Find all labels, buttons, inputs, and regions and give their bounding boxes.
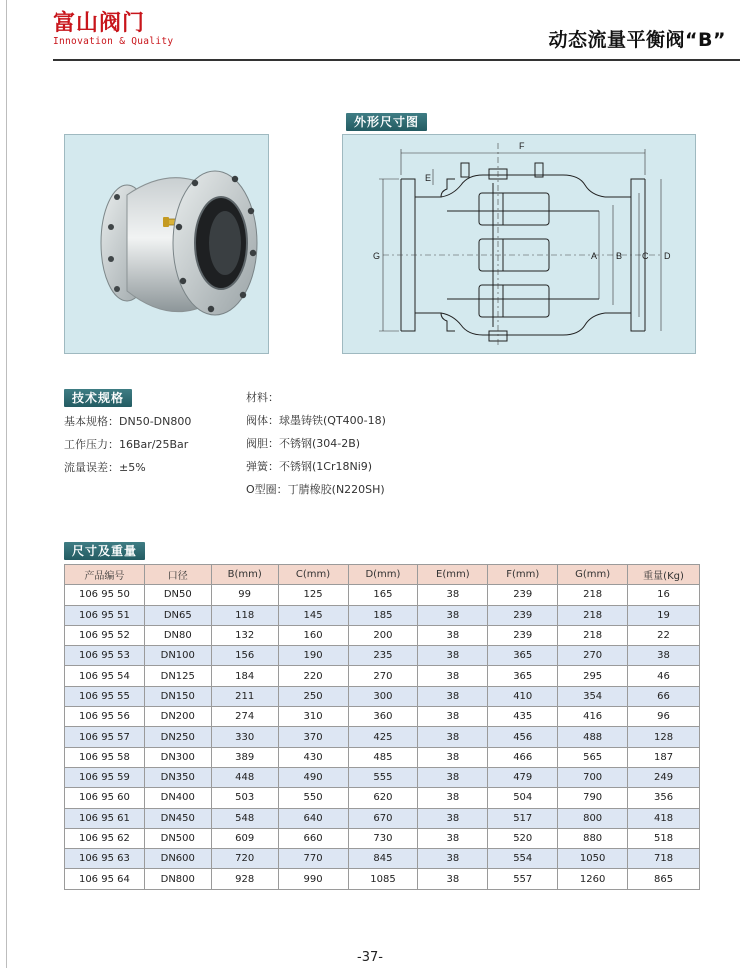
table-cell: 235 (348, 646, 418, 666)
table-cell: 156 (211, 646, 278, 666)
table-cell: 928 (211, 869, 278, 889)
table-cell: 880 (558, 828, 628, 848)
table-cell: 218 (558, 625, 628, 645)
table-cell: 770 (278, 849, 348, 869)
table-cell: 38 (418, 767, 488, 787)
table-cell: 38 (418, 788, 488, 808)
table-cell: 435 (488, 707, 558, 727)
table-cell: 22 (628, 625, 700, 645)
table-cell: DN500 (144, 828, 211, 848)
table-cell: 360 (348, 707, 418, 727)
table-cell: 300 (348, 686, 418, 706)
spec-material-title: 材料： (246, 391, 279, 404)
table-row (65, 788, 700, 808)
page-title: 动态流量平衡阀“B” (548, 29, 726, 51)
table-cell: 274 (211, 707, 278, 727)
table-cell: 270 (348, 666, 418, 686)
table-cell: DN250 (144, 727, 211, 747)
table-row (65, 869, 700, 889)
header-d: D(mm) (348, 565, 418, 585)
product-photo (64, 134, 269, 354)
table-cell: 485 (348, 747, 418, 767)
header-bore: 口径 (144, 565, 211, 585)
table-cell: 865 (628, 869, 700, 889)
table-row (65, 646, 700, 666)
table-cell: 38 (418, 828, 488, 848)
table-cell: 425 (348, 727, 418, 747)
table-cell: DN450 (144, 808, 211, 828)
table-cell: 106 95 58 (65, 747, 145, 767)
table-cell: 249 (628, 767, 700, 787)
table-cell: 555 (348, 767, 418, 787)
spec-material-spring: 弹簧：不锈钢(1Cr18Ni9) (246, 460, 373, 473)
table-cell: 490 (278, 767, 348, 787)
table-cell: 118 (211, 605, 278, 625)
table-row (65, 605, 700, 625)
dim-label-d: D (664, 251, 671, 261)
section-tag-dimension-drawing: 外形尺寸图 (346, 113, 427, 131)
table-cell: 660 (278, 828, 348, 848)
table-cell: 185 (348, 605, 418, 625)
table-cell: 1260 (558, 869, 628, 889)
table-cell: 132 (211, 625, 278, 645)
table-cell: 456 (488, 727, 558, 747)
table-cell: 184 (211, 666, 278, 686)
table-cell: 96 (628, 707, 700, 727)
header-c: C(mm) (278, 565, 348, 585)
table-cell: DN300 (144, 747, 211, 767)
table-cell: 38 (418, 585, 488, 605)
table-cell: 19 (628, 605, 700, 625)
table-cell: 239 (488, 585, 558, 605)
table-cell: 106 95 51 (65, 605, 145, 625)
table-cell: 354 (558, 686, 628, 706)
table-cell: 106 95 56 (65, 707, 145, 727)
table-cell: DN350 (144, 767, 211, 787)
table-row (65, 747, 700, 767)
table-cell: 38 (628, 646, 700, 666)
table-cell: 106 95 54 (65, 666, 145, 686)
table-cell: 38 (418, 666, 488, 686)
table-cell: DN125 (144, 666, 211, 686)
table-cell: 410 (488, 686, 558, 706)
dim-label-e: E (425, 173, 432, 183)
table-cell: 38 (418, 625, 488, 645)
table-cell: DN80 (144, 625, 211, 645)
dimension-drawing-svg (343, 135, 697, 355)
spec-material-oring: O型圈：丁腈橡胶(N220SH) (246, 483, 385, 496)
table-cell: 389 (211, 747, 278, 767)
table-cell: 365 (488, 646, 558, 666)
table-cell: DN100 (144, 646, 211, 666)
dim-label-b: B (616, 251, 623, 261)
table-cell: 448 (211, 767, 278, 787)
header-e: E(mm) (418, 565, 488, 585)
table-cell: 106 95 60 (65, 788, 145, 808)
table-cell: 416 (558, 707, 628, 727)
table-cell: 38 (418, 869, 488, 889)
table-cell: 990 (278, 869, 348, 889)
table-cell: 165 (348, 585, 418, 605)
table-cell: 211 (211, 686, 278, 706)
table-cell: 106 95 62 (65, 828, 145, 848)
header-divider (53, 59, 740, 61)
table-cell: 790 (558, 788, 628, 808)
table-row (65, 727, 700, 747)
table-cell: 38 (418, 707, 488, 727)
table-row (65, 666, 700, 686)
table-cell: 66 (628, 686, 700, 706)
dimension-drawing (342, 134, 696, 354)
table-cell: 718 (628, 849, 700, 869)
table-cell: 220 (278, 666, 348, 686)
table-row (65, 828, 700, 848)
table-cell: 190 (278, 646, 348, 666)
table-cell: 160 (278, 625, 348, 645)
table-cell: 640 (278, 808, 348, 828)
header-product-code: 产品编号 (65, 565, 145, 585)
table-cell: 517 (488, 808, 558, 828)
table-cell: 550 (278, 788, 348, 808)
table-cell: 106 95 57 (65, 727, 145, 747)
table-cell: 700 (558, 767, 628, 787)
dim-label-g: G (373, 251, 381, 261)
table-cell: 218 (558, 605, 628, 625)
size-weight-table (64, 564, 700, 890)
spec-material-body: 阀体：球墨铸铁(QT400-18) (246, 414, 386, 427)
table-cell: 125 (278, 585, 348, 605)
header-weight: 重量(Kg) (628, 565, 700, 585)
table-cell: 554 (488, 849, 558, 869)
table-cell: 800 (558, 808, 628, 828)
table-cell: 200 (348, 625, 418, 645)
table-cell: 356 (628, 788, 700, 808)
table-cell: 106 95 53 (65, 646, 145, 666)
table-cell: 620 (348, 788, 418, 808)
table-cell: DN600 (144, 849, 211, 869)
table-cell: 99 (211, 585, 278, 605)
table-cell: 479 (488, 767, 558, 787)
header-f: F(mm) (488, 565, 558, 585)
table-cell: 295 (558, 666, 628, 686)
section-tag-tech-spec: 技术规格 (64, 389, 132, 407)
table-cell: DN800 (144, 869, 211, 889)
table-cell: 106 95 52 (65, 625, 145, 645)
table-row (65, 808, 700, 828)
page-left-rule (6, 0, 7, 968)
dim-label-a: A (591, 251, 598, 261)
table-cell: 218 (558, 585, 628, 605)
table-cell: 370 (278, 727, 348, 747)
table-header-row (65, 565, 700, 585)
table-cell: 670 (348, 808, 418, 828)
table-row (65, 686, 700, 706)
table-row (65, 767, 700, 787)
table-cell: DN400 (144, 788, 211, 808)
spec-basic-size: 基本规格：DN50-DN800 (64, 415, 192, 428)
brand-name-cn: 富山阀门 (53, 10, 146, 36)
spec-basic-list (64, 413, 191, 482)
table-cell: 16 (628, 585, 700, 605)
table-cell: 488 (558, 727, 628, 747)
header-g: G(mm) (558, 565, 628, 585)
table-cell: 548 (211, 808, 278, 828)
spec-material-list (246, 389, 386, 504)
table-cell: DN50 (144, 585, 211, 605)
table-cell: 38 (418, 747, 488, 767)
table-cell: 1050 (558, 849, 628, 869)
spec-material-core: 阀胆：不锈钢(304-2B) (246, 437, 361, 450)
table-cell: 38 (418, 686, 488, 706)
table-row (65, 625, 700, 645)
table-cell: 609 (211, 828, 278, 848)
table-cell: 46 (628, 666, 700, 686)
table-cell: 418 (628, 808, 700, 828)
table-cell: 565 (558, 747, 628, 767)
table-cell: 720 (211, 849, 278, 869)
table-row (65, 707, 700, 727)
table-row (65, 849, 700, 869)
table-cell: 503 (211, 788, 278, 808)
table-cell: 106 95 64 (65, 869, 145, 889)
table-cell: 106 95 59 (65, 767, 145, 787)
table-cell: 520 (488, 828, 558, 848)
table-cell: 128 (628, 727, 700, 747)
table-cell: 1085 (348, 869, 418, 889)
dim-label-c: C (642, 251, 649, 261)
dim-label-f: F (519, 141, 525, 151)
table-cell: DN150 (144, 686, 211, 706)
table-cell: 38 (418, 727, 488, 747)
table-cell: 38 (418, 808, 488, 828)
header-b: B(mm) (211, 565, 278, 585)
spec-working-pressure: 工作压力：16Bar/25Bar (64, 438, 189, 451)
table-cell: 504 (488, 788, 558, 808)
table-cell: 239 (488, 625, 558, 645)
brand-slogan-en: Innovation & Quality (53, 36, 174, 47)
table-cell: 518 (628, 828, 700, 848)
table-cell: 145 (278, 605, 348, 625)
table-cell: 38 (418, 646, 488, 666)
table-cell: 365 (488, 666, 558, 686)
brand-logo (53, 10, 173, 47)
table-cell: 106 95 55 (65, 686, 145, 706)
table-cell: 106 95 63 (65, 849, 145, 869)
table-cell: 270 (558, 646, 628, 666)
page-number: -37- (357, 950, 383, 965)
table-cell: 250 (278, 686, 348, 706)
table-cell: 106 95 61 (65, 808, 145, 828)
table-cell: 38 (418, 849, 488, 869)
table-cell: 466 (488, 747, 558, 767)
table-cell: 106 95 50 (65, 585, 145, 605)
table-cell: 310 (278, 707, 348, 727)
table-cell: 239 (488, 605, 558, 625)
table-cell: DN65 (144, 605, 211, 625)
table-cell: 187 (628, 747, 700, 767)
table-cell: DN200 (144, 707, 211, 727)
spec-flow-error: 流量误差：±5% (64, 461, 146, 474)
table-cell: 38 (418, 605, 488, 625)
table-cell: 730 (348, 828, 418, 848)
valve-photo-illustration (65, 135, 270, 355)
table-cell: 430 (278, 747, 348, 767)
table-cell: 557 (488, 869, 558, 889)
table-cell: 845 (348, 849, 418, 869)
table-cell: 330 (211, 727, 278, 747)
section-tag-size-weight: 尺寸及重量 (64, 542, 145, 560)
table-row (65, 585, 700, 605)
